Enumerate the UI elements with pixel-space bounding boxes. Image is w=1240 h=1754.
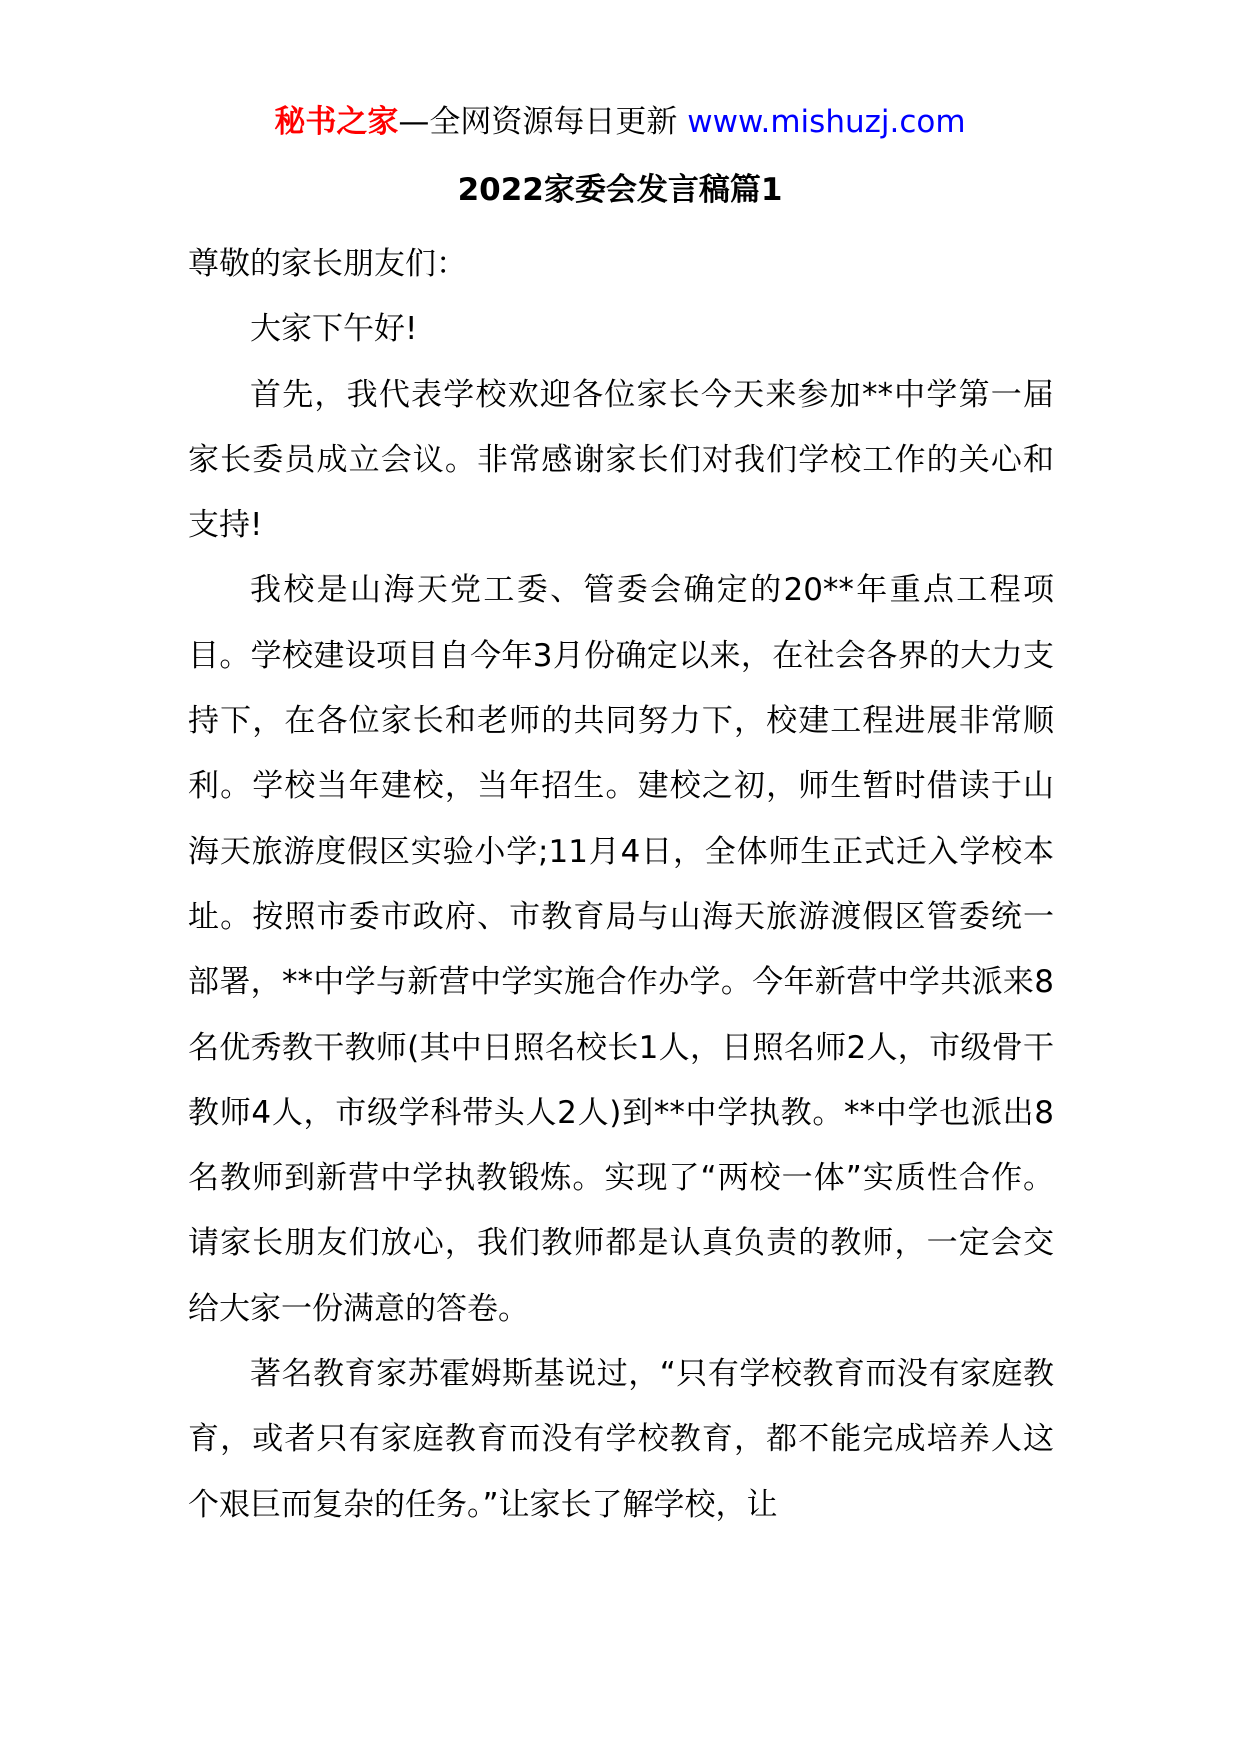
paragraph-quote: 著名教育家苏霍姆斯基说过，“只有学校教育而没有家庭教育，或者只有家庭教育而没有学校教育，都不能完成培养人这个艰巨而复杂的任务。”让家长了解学校，让 <box>188 1356 1054 1523</box>
paragraph-greeting: 大家下午好! <box>250 311 418 348</box>
document-title: 2022家委会发言稿篇1 <box>457 172 783 208</box>
document-body <box>188 232 1054 1538</box>
paragraph-school-intro: 我校是山海天党工委、管委会确定的20**年重点工程项目。学校建设项目自今年3月份确定以来，在社会各界的大力支持下，在各位家长和老师的共同努力下，校建工程进展非常顺利。学校当年建校，当年招生。建校之初，师生暂时借读于山海天旅游度假区实验小学;11月4日，全体师生正式迁入学校本址。按照市委市政府、市教育局与山海天旅游渡假区管委统一部署，**中学与新营中学实施合作办学。今年新营中学共派来8名优秀教干教师(其中日照名校长1人，日照名师2人，市级骨干教师4人，市级学科带头人2人)到**中学执教。**中学也派出8名教师到新营中学执教锻炼。实现了“两校一体”实质性合作。请家长朋友们放心，我们教师都是认真负责的教师，一定会交给大家一份满意的答卷。 <box>188 572 1054 1327</box>
site-url-link[interactable]: www.mishuzj.com <box>687 104 966 140</box>
paragraph-welcome: 首先，我代表学校欢迎各位家长今天来参加**中学第一届家长委员成立会议。非常感谢家长们对我们学校工作的关心和支持! <box>188 376 1054 544</box>
brand-name: 秘书之家 <box>274 104 399 140</box>
header-tagline: —全网资源每日更新 <box>398 104 678 140</box>
site-header <box>0 100 1240 144</box>
salutation: 尊敬的家长朋友们： <box>188 246 467 282</box>
